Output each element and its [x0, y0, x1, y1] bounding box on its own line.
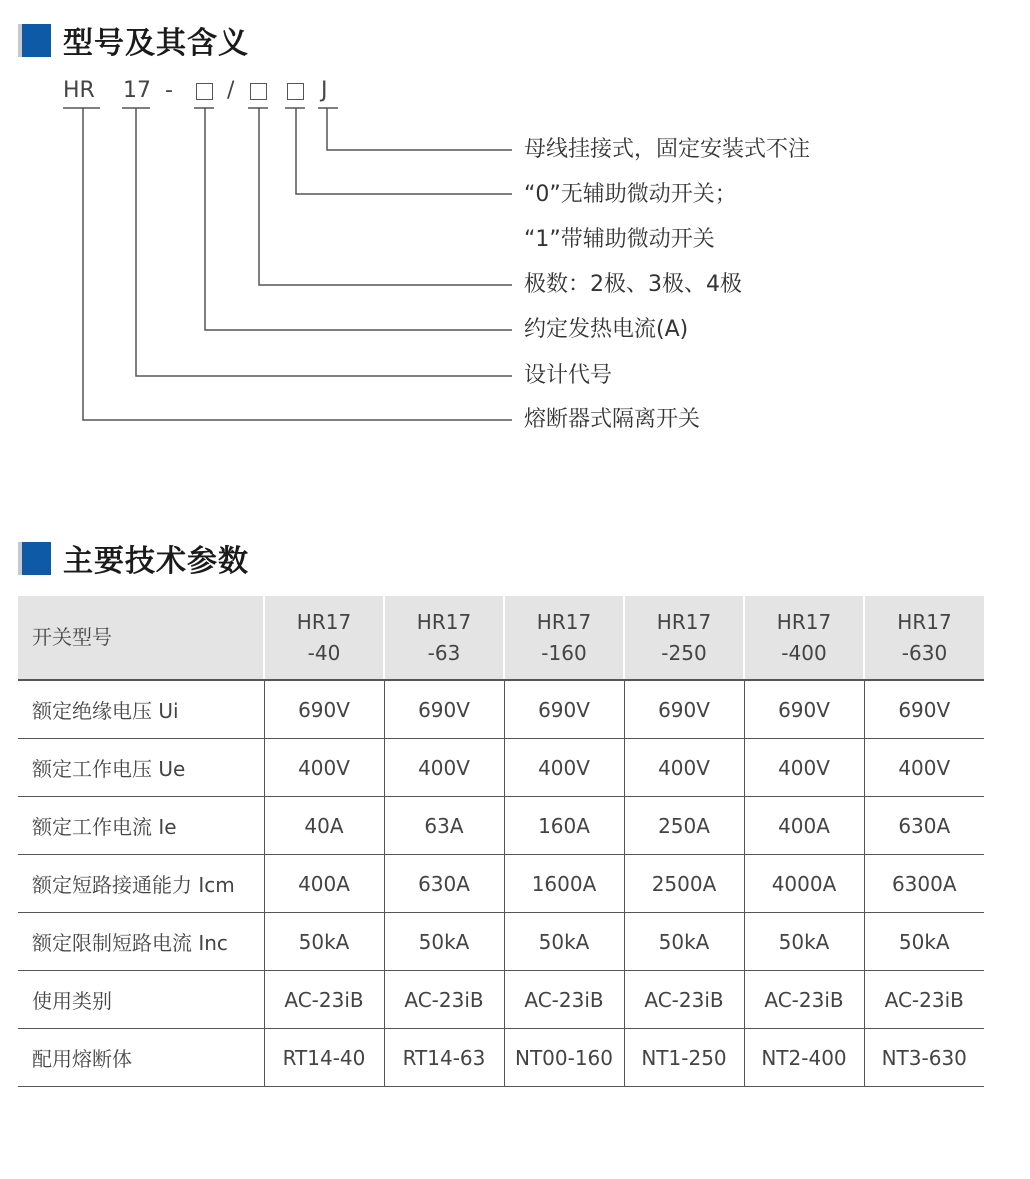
table-cell: AC-23iB — [264, 971, 384, 1029]
table-cell: 6300A — [864, 855, 984, 913]
meaning-type: 熔断器式隔离开关 — [524, 407, 701, 432]
table-row — [18, 971, 984, 1029]
row-label: 额定短路接通能力 Icm — [18, 855, 264, 913]
table-cell: 50kA — [264, 913, 384, 971]
table-cell: RT14-40 — [264, 1029, 384, 1087]
table-cell: 400V — [264, 739, 384, 797]
table-cell: 50kA — [504, 913, 624, 971]
row-label: 配用熔断体 — [18, 1029, 264, 1087]
table-cell: NT2-400 — [744, 1029, 864, 1087]
row-label: 额定限制短路电流 Inc — [18, 913, 264, 971]
table-row — [18, 680, 984, 739]
table-cell: 50kA — [864, 913, 984, 971]
table-cell: 400V — [744, 739, 864, 797]
section-title-specs: 主要技术参数 — [63, 544, 249, 579]
table-cell: 690V — [264, 680, 384, 739]
table-cell: 400A — [744, 797, 864, 855]
model-col-header: HR17 -400 — [744, 596, 864, 680]
table-row — [18, 1029, 984, 1087]
table-cell: 400V — [504, 739, 624, 797]
model-slash: / — [227, 78, 235, 103]
table-cell: 160A — [504, 797, 624, 855]
table-cell: 690V — [384, 680, 504, 739]
table-cell: 630A — [384, 855, 504, 913]
table-cell: 2500A — [624, 855, 744, 913]
model-col-header: HR17 -160 — [504, 596, 624, 680]
meaning-poles: 极数：2极、3极、4极 — [524, 272, 742, 297]
table-cell: 4000A — [744, 855, 864, 913]
table-header-row — [18, 596, 984, 680]
table-cell: NT1-250 — [624, 1029, 744, 1087]
table-cell: 690V — [504, 680, 624, 739]
table-cell: 1600A — [504, 855, 624, 913]
model-prefix: HR — [63, 78, 95, 103]
table-cell: 63A — [384, 797, 504, 855]
table-cell: 400V — [624, 739, 744, 797]
model-series: 17 — [123, 78, 151, 103]
table-cell: AC-23iB — [744, 971, 864, 1029]
table-cell: 400A — [264, 855, 384, 913]
table-cell: 400V — [384, 739, 504, 797]
model-dash: - — [165, 78, 173, 103]
table-row — [18, 797, 984, 855]
section-heading-specs — [18, 538, 249, 578]
meaning-mount: 母线挂接式，固定安装式不注 — [524, 137, 811, 162]
heading-square-icon — [18, 542, 51, 575]
table-cell: AC-23iB — [864, 971, 984, 1029]
meaning-current: 约定发热电流(A) — [524, 317, 689, 342]
table-cell: 50kA — [744, 913, 864, 971]
table-cell: AC-23iB — [624, 971, 744, 1029]
section-title-model: 型号及其含义 — [63, 26, 249, 61]
table-cell: AC-23iB — [384, 971, 504, 1029]
table-row — [18, 739, 984, 797]
table-cell: AC-23iB — [504, 971, 624, 1029]
table-cell: RT14-63 — [384, 1029, 504, 1087]
model-col-header: HR17 -630 — [864, 596, 984, 680]
row-label: 额定绝缘电压 Ui — [18, 680, 264, 739]
header-label: 开关型号 — [18, 596, 264, 680]
row-label: 使用类别 — [18, 971, 264, 1029]
row-label: 额定工作电压 Ue — [18, 739, 264, 797]
model-connector-lines — [0, 0, 1030, 470]
meaning-design: 设计代号 — [524, 363, 613, 388]
table-cell: 690V — [864, 680, 984, 739]
spec-table — [18, 596, 984, 1087]
table-cell: 690V — [744, 680, 864, 739]
model-suffix: J — [321, 78, 328, 103]
table-cell: 40A — [264, 797, 384, 855]
table-cell: 400V — [864, 739, 984, 797]
row-label: 额定工作电流 Ie — [18, 797, 264, 855]
table-cell: 690V — [624, 680, 744, 739]
model-col-header: HR17 -250 — [624, 596, 744, 680]
table-cell: NT00-160 — [504, 1029, 624, 1087]
model-col-header: HR17 -40 — [264, 596, 384, 680]
table-row — [18, 855, 984, 913]
table-row — [18, 913, 984, 971]
model-col-header: HR17 -63 — [384, 596, 504, 680]
table-cell: NT3-630 — [864, 1029, 984, 1087]
meaning-aux-1: “1”带辅助微动开关 — [524, 227, 715, 252]
meaning-aux-0: “0”无辅助微动开关； — [524, 182, 737, 207]
table-cell: 50kA — [624, 913, 744, 971]
table-cell: 50kA — [384, 913, 504, 971]
table-cell: 630A — [864, 797, 984, 855]
table-cell: 250A — [624, 797, 744, 855]
